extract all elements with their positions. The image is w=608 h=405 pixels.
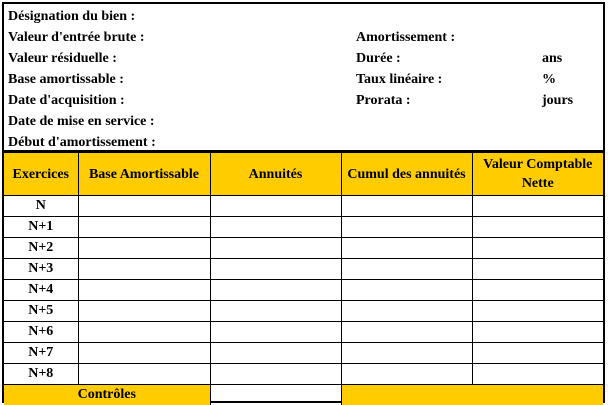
- base-cell[interactable]: [78, 280, 210, 301]
- taux-unit: %: [542, 72, 556, 87]
- exercice-cell: N+2: [4, 238, 78, 259]
- annuite-cell[interactable]: [210, 322, 341, 343]
- table-row: [4, 301, 603, 322]
- annuite-cell[interactable]: [210, 343, 341, 364]
- table-row: [4, 238, 603, 259]
- cumul-cell[interactable]: [341, 343, 472, 364]
- duree-label: Durée :: [356, 51, 401, 66]
- base-amortissable-label: Base amortissable :: [8, 72, 124, 87]
- asset-info-section: [4, 4, 603, 150]
- prorata-unit: jours: [542, 93, 574, 108]
- table-header-row: [4, 153, 603, 196]
- vnc-cell[interactable]: [472, 343, 603, 364]
- exercice-cell: N: [4, 196, 78, 217]
- exercice-cell: N+8: [4, 364, 78, 385]
- exercice-cell: N+1: [4, 217, 78, 238]
- header-base-amortissable: Base Amortissable: [78, 153, 210, 196]
- base-cell[interactable]: [78, 301, 210, 322]
- duree-unit: ans: [542, 51, 563, 66]
- cumul-cell[interactable]: [341, 364, 472, 385]
- vnc-cell[interactable]: [472, 322, 603, 343]
- controles-row: [4, 385, 603, 405]
- vnc-cell[interactable]: [472, 259, 603, 280]
- header-vnc: Valeur Comptable Nette: [472, 153, 603, 196]
- exercice-cell: N+4: [4, 280, 78, 301]
- controles-label: Contrôles: [4, 385, 210, 405]
- cumul-cell[interactable]: [341, 259, 472, 280]
- base-cell[interactable]: [78, 217, 210, 238]
- table-row: [4, 196, 603, 217]
- taux-label: Taux linéaire :: [356, 72, 443, 87]
- debut-amortissement-label: Début d'amortissement :: [8, 135, 156, 150]
- designation-label: Désignation du bien :: [8, 9, 136, 24]
- base-cell[interactable]: [78, 364, 210, 385]
- vnc-cell[interactable]: [472, 238, 603, 259]
- exercice-cell: N+5: [4, 301, 78, 322]
- exercice-cell: N+3: [4, 259, 78, 280]
- annuite-cell[interactable]: [210, 364, 341, 385]
- amortization-sheet: [2, 2, 605, 403]
- vnc-cell[interactable]: [472, 364, 603, 385]
- valeur-residuelle-label: Valeur résiduelle :: [8, 51, 117, 66]
- vnc-cell[interactable]: [472, 196, 603, 217]
- valeur-entree-label: Valeur d'entrée brute :: [8, 30, 145, 45]
- header-annuites: Annuités: [210, 153, 341, 196]
- table-row: [4, 364, 603, 385]
- cumul-cell[interactable]: [341, 322, 472, 343]
- controle-yellow-cell: [341, 385, 603, 405]
- table-row: [4, 217, 603, 238]
- header-exercices: Exercices: [4, 153, 78, 196]
- exercice-cell: N+7: [4, 343, 78, 364]
- table-row: [4, 280, 603, 301]
- annuite-cell[interactable]: [210, 238, 341, 259]
- cumul-cell[interactable]: [341, 217, 472, 238]
- vnc-cell[interactable]: [472, 301, 603, 322]
- controle-annuites-cell[interactable]: [210, 385, 341, 405]
- table-row: [4, 343, 603, 364]
- cumul-cell[interactable]: [341, 238, 472, 259]
- cumul-cell[interactable]: [341, 196, 472, 217]
- annuite-cell[interactable]: [210, 301, 341, 322]
- annuite-cell[interactable]: [210, 196, 341, 217]
- base-cell[interactable]: [78, 343, 210, 364]
- exercice-cell: N+6: [4, 322, 78, 343]
- base-cell[interactable]: [78, 196, 210, 217]
- base-cell[interactable]: [78, 238, 210, 259]
- annuite-cell[interactable]: [210, 217, 341, 238]
- annuite-cell[interactable]: [210, 259, 341, 280]
- amortization-table: [4, 150, 603, 405]
- vnc-cell[interactable]: [472, 217, 603, 238]
- amortissement-label: Amortissement :: [356, 30, 456, 45]
- base-cell[interactable]: [78, 259, 210, 280]
- table-row: [4, 322, 603, 343]
- table-row: [4, 259, 603, 280]
- date-service-label: Date de mise en service :: [8, 114, 155, 129]
- prorata-label: Prorata :: [356, 93, 411, 108]
- vnc-cell[interactable]: [472, 280, 603, 301]
- header-cumul-annuites: Cumul des annuités: [341, 153, 472, 196]
- annuite-cell[interactable]: [210, 280, 341, 301]
- cumul-cell[interactable]: [341, 280, 472, 301]
- cumul-cell[interactable]: [341, 301, 472, 322]
- date-acquisition-label: Date d'acquisition :: [8, 93, 125, 108]
- base-cell[interactable]: [78, 322, 210, 343]
